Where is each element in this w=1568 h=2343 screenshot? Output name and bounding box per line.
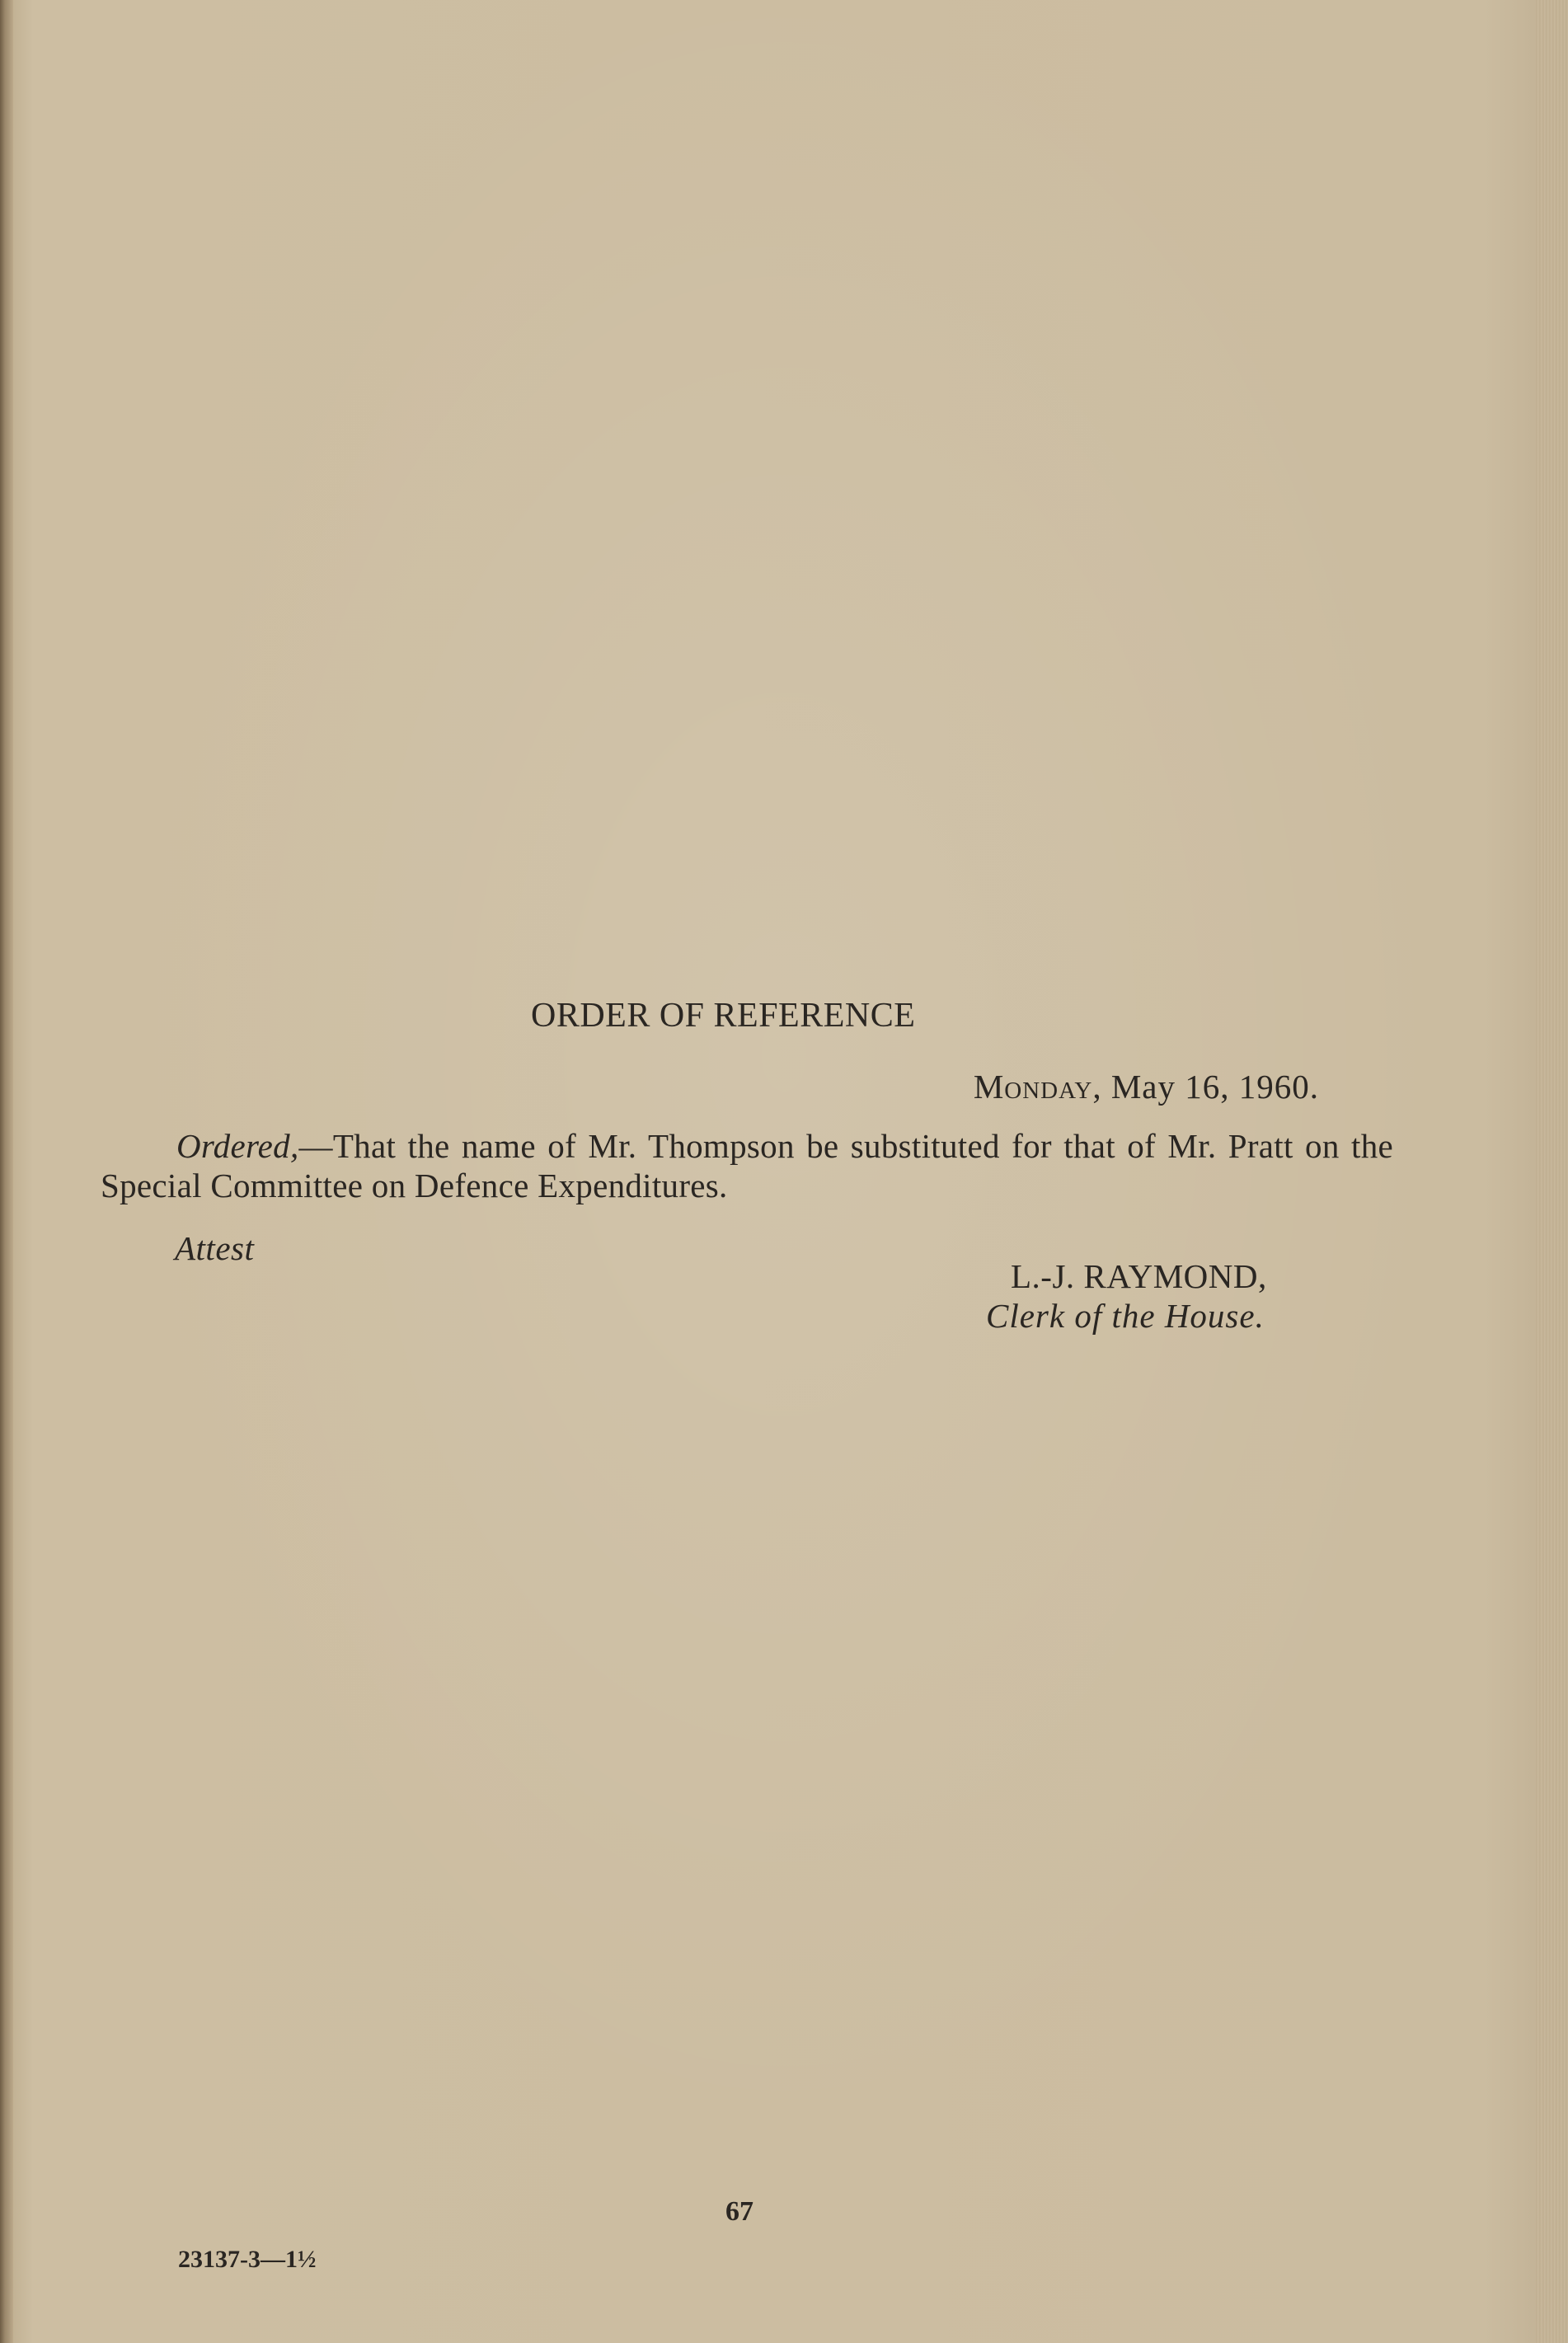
- order-date-rest: , May 16, 1960.: [1092, 1068, 1319, 1106]
- signatory-title: Clerk of the House.: [986, 1297, 1265, 1335]
- page-title: ORDER OF REFERENCE: [531, 997, 916, 1035]
- page-fore-edge: [1535, 0, 1568, 2343]
- page-number: 67: [725, 2196, 753, 2227]
- attest-label: Attest: [175, 1229, 255, 1267]
- order-date: [974, 1067, 1319, 1106]
- print-code: 23137-3—1½: [178, 2246, 317, 2273]
- order-lead: Ordered,: [176, 1127, 299, 1165]
- order-date-day: Monday: [973, 1068, 1093, 1106]
- signatory-name: L.-J. RAYMOND,: [1011, 1257, 1267, 1295]
- order-text: —That the name of Mr. Thompson be substituted for that of Mr. Pratt on the Special Committee on Defence Expenditures.: [101, 1127, 1393, 1204]
- page-binding-edge: [0, 0, 13, 2343]
- order-paragraph: [101, 1126, 1393, 1205]
